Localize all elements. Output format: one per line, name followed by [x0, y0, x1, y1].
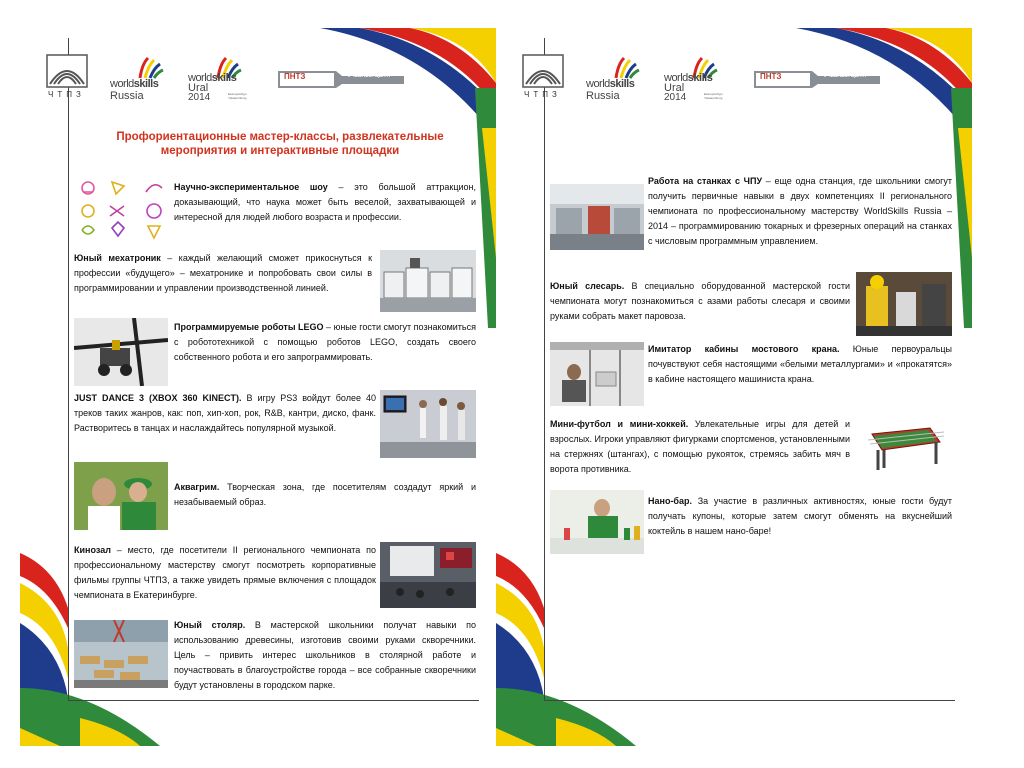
item-lego-robots-title: Программируемые роботы LEGO — [174, 322, 324, 332]
item-just-dance-text: В игру PS3 войдут более 40 треков таких жанров, как: поп, хип-хоп, рок, R&B, кантри, диско, фанк. Растворитесь в танцах и наслаждайтесь популярной музыкой. — [74, 393, 377, 433]
item-just-dance — [74, 391, 376, 436]
nano-bar-photo — [550, 490, 644, 554]
carpenter-photo — [74, 620, 168, 688]
item-science-show-text: – это большой аттракцион, доказывающий, что наука может быть веселой, захватывающей и интересной для людей любого возраста и профессии. — [174, 182, 476, 222]
mechatronic-photo — [380, 250, 476, 312]
page-title-line-1: Профориентационные мастер-классы, развлекательные — [116, 131, 444, 143]
ws-ural-year-text: 2014 — [188, 92, 211, 103]
lego-robot-photo — [74, 318, 168, 386]
item-cnc-text: – еще одна станция, где школьники смогут получить первичные навыки в двух компетенциях II регионального чемпионата по профессиональному мастерству WorldSkills Russia – 2014 – программированию токарных и фрезерных операций на станках с числовым программным управлением. — [648, 176, 952, 246]
ws-country-text: Russia — [586, 90, 620, 102]
worldskills-russia-logo — [586, 56, 656, 104]
worldskills-ural-logo — [664, 56, 734, 104]
crane-cabin-photo — [550, 342, 644, 406]
chtpz-emblem-icon — [46, 54, 88, 90]
item-mechatronic-title: Юный мехатроник — [74, 253, 161, 263]
ws-ural-world-text: world — [188, 72, 212, 84]
item-mechatronic-text: – каждый желающий сможет прикоснуться к профессии «будущего» – мехатронике и попробовать свои силы в программировании и управлении производственной линией. — [74, 253, 373, 293]
ws-world-text: world — [110, 78, 134, 90]
chtpz-emblem-icon — [522, 54, 564, 90]
ws-ural-region-text: Ural — [188, 82, 209, 94]
item-mechatronic — [74, 251, 372, 296]
ws-skills-text: skills — [609, 78, 635, 90]
ws-ural-year-text: 2014 — [664, 92, 687, 103]
training-center-text: УЧЕБНЫЙ ЦЕНТР — [824, 73, 869, 79]
item-carpenter — [174, 618, 476, 693]
ws-ural-skills-text: skills — [687, 72, 713, 84]
cnc-photo — [550, 184, 644, 250]
header-logos — [46, 54, 406, 104]
pntz-logo — [276, 68, 406, 90]
item-nano-bar-text: За участие в различных активностях, юные гости будут получать купоны, которые затем смогут обменять на вкуснейший коктейль в нашем нано-баре! — [648, 496, 952, 536]
item-cnc — [648, 174, 952, 249]
item-cnc-title: Работа на станках с ЧПУ — [648, 176, 763, 186]
item-locksmith-text: В специально оборудованной мастерской гости чемпионата могут познакомиться с азами работы слесаря и своими руками собрать макет паровоза. — [550, 281, 850, 321]
item-locksmith-title: Юный слесарь. — [550, 281, 625, 291]
pntz-text: ПНТЗ — [284, 72, 306, 81]
science-show-icons — [76, 178, 168, 244]
worldskills-ural-logo — [188, 56, 258, 104]
locksmith-photo — [856, 272, 952, 336]
item-cinema — [74, 543, 376, 603]
item-mini-football — [550, 417, 850, 477]
item-science-show-title: Научно-экспериментальное шоу — [174, 182, 328, 192]
ws-ural-region-text: Ural — [664, 82, 685, 94]
pntz-text: ПНТЗ — [760, 72, 782, 81]
training-center-text: УЧЕБНЫЙ ЦЕНТР — [348, 73, 393, 79]
item-cinema-text: – место, где посетители II регионального чемпионата по профессиональному мастерству смогут посмотреть корпоративные фильмы группы ЧТПЗ, а также увидеть прямые включения с площадок чемпионата в Екатеринбурге. — [74, 545, 376, 600]
chtpz-text: ЧТПЗ — [48, 90, 85, 99]
chtpz-logo — [46, 54, 96, 102]
item-lego-robots — [174, 320, 476, 365]
chtpz-logo — [522, 54, 572, 102]
ws-ural-skills-text: skills — [211, 72, 237, 84]
header-logos — [522, 54, 882, 104]
item-nano-bar — [648, 494, 952, 539]
worldskills-flame-icon — [612, 56, 640, 80]
page-title — [90, 130, 470, 158]
left-page — [20, 28, 496, 746]
ws-country-text: Russia — [110, 90, 144, 102]
item-nano-bar-title: Нано-бар. — [648, 496, 692, 506]
pntz-logo — [752, 68, 882, 90]
foosball-table-photo — [864, 420, 944, 474]
item-cinema-title: Кинозал — [74, 545, 111, 555]
item-mini-football-title: Мини-футбол и мини-хоккей. — [550, 419, 689, 429]
item-lego-robots-text: – юные гости смогут познакомиться с робототехникой с помощью роботов LEGO, создать своего собственного робота и его запрограммировать. — [174, 322, 476, 362]
item-mini-football-text: Увлекательные игры для детей и взрослых. Игроки управляют фигурками спортсменов, установленными на стержнях (штангах), с помощью рукояток, стремясь забить мяч в ворота противника. — [550, 419, 851, 474]
item-crane-title: Имитатор кабины мостового крана. — [648, 344, 840, 354]
chtpz-text: ЧТПЗ — [524, 90, 561, 99]
item-carpenter-title: Юный столяр. — [174, 620, 246, 630]
ws-ural-small-text: Екатеринбург Yekaterinburg — [704, 92, 723, 100]
item-aquagrim-title: Аквагрим. — [174, 482, 220, 492]
item-carpenter-text: В мастерской школьники получат навыки по использованию древесины, изготовив своими руками скворечники. Цель – привить интерес школьников в столярной работе и поучаствовать в благоустройстве города – все собранные скворечники будут установлены в городском парке. — [174, 620, 476, 690]
page-title-line-2: мероприятия и интерактивные площадки — [160, 145, 400, 157]
cinema-photo — [380, 542, 476, 608]
item-crane-text: Юные первоуральцы почувствуют себя настоящими «белыми металлургами» и «прокатятся» в кабине настоящего машиниста крана. — [648, 344, 953, 384]
worldskills-russia-logo — [110, 56, 180, 104]
item-aquagrim — [174, 480, 476, 510]
item-locksmith — [550, 279, 850, 324]
right-page — [496, 28, 972, 746]
ws-ural-small-text: Екатеринбург Yekaterinburg — [228, 92, 247, 100]
aquagrim-photo — [74, 462, 168, 530]
item-science-show — [174, 180, 476, 225]
item-crane — [648, 342, 952, 387]
item-just-dance-title: JUST DANCE 3 (XBOX 360 KINECT). — [74, 393, 242, 403]
ws-world-text: world — [586, 78, 610, 90]
item-aquagrim-text: Творческая зона, где посетителям создадут яркий и незабываемый образ. — [174, 482, 476, 507]
ws-skills-text: skills — [133, 78, 159, 90]
just-dance-photo — [380, 390, 476, 458]
worldskills-flame-icon — [136, 56, 164, 80]
ws-ural-world-text: world — [664, 72, 688, 84]
